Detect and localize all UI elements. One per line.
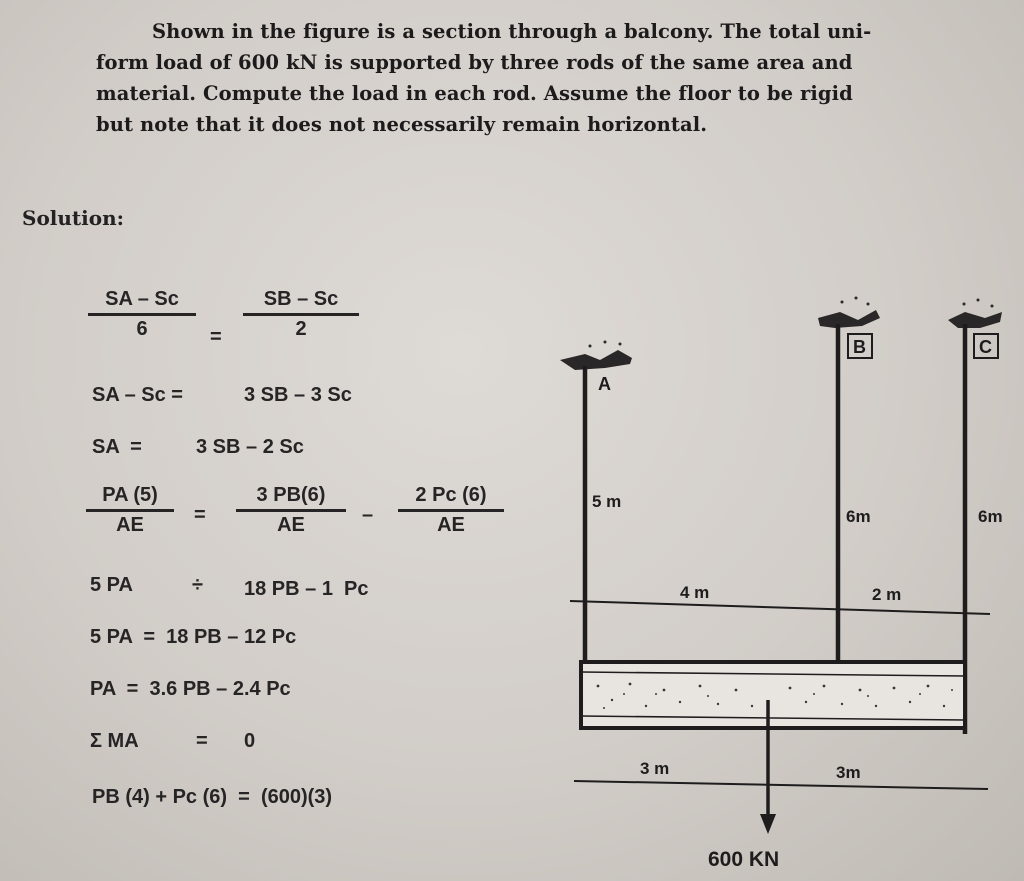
problem-line-4: but note that it does not necessarily remain horizontal. bbox=[96, 113, 708, 136]
eq3-rhs: 3 SB – 2 Sc bbox=[196, 436, 304, 458]
rod-c-length: 6m bbox=[978, 507, 1003, 526]
eq4-equals: = bbox=[194, 504, 206, 526]
rod-a-label: A bbox=[598, 374, 611, 394]
eq6: 5 PA = 18 PB – 12 Pc bbox=[90, 626, 297, 648]
eq4-f1-numerator: PA (5) bbox=[86, 484, 174, 512]
eq7: PA = 3.6 PB – 2.4 Pc bbox=[90, 678, 291, 700]
rod-b-label: B bbox=[853, 337, 866, 357]
eq1-left-denominator: 6 bbox=[136, 318, 148, 340]
eq4-f3-numerator: 2 Pc (6) bbox=[398, 484, 504, 512]
eq5-lhs: 5 PA bbox=[90, 574, 133, 596]
ceiling-support-a bbox=[560, 341, 632, 371]
rod-b-length: 6m bbox=[846, 507, 871, 526]
eq3-lhs: SA = bbox=[92, 436, 142, 458]
dimension-line-lower bbox=[574, 781, 988, 789]
eq5-rhs: 18 PB – 1 Pc bbox=[244, 578, 369, 600]
eq9: PB (4) + Pc (6) = (600)(3) bbox=[92, 786, 333, 808]
eq4-f1-denominator: AE bbox=[116, 514, 144, 536]
span-ab-label: 4 m bbox=[680, 583, 710, 602]
ceiling-support-c bbox=[948, 299, 1002, 329]
eq4-f2-denominator: AE bbox=[277, 514, 305, 536]
problem-line-1: Shown in the figure is a section through a balcony. The total uni- bbox=[152, 20, 872, 43]
left-segment-label: 3 m bbox=[640, 759, 670, 778]
load-label: 600 KN bbox=[708, 848, 780, 871]
span-bc-label: 2 m bbox=[872, 585, 902, 604]
eq1-equals: = bbox=[210, 326, 222, 348]
problem-line-2: form load of 600 kN is supported by three rods of the same area and bbox=[96, 51, 853, 74]
eq4-f2-numerator: 3 PB(6) bbox=[236, 484, 346, 512]
eq4-minus: – bbox=[362, 504, 374, 526]
eq8-rhs: 0 bbox=[244, 730, 256, 752]
floor-slab bbox=[581, 662, 965, 728]
load-arrow-head bbox=[760, 814, 776, 834]
eq8-operator: = bbox=[196, 730, 208, 752]
eq1-right-denominator: 2 bbox=[295, 318, 307, 340]
problem-line-3: material. Compute the load in each rod. Assume the floor to be rigid bbox=[96, 82, 853, 105]
eq2-lhs: SA – Sc = bbox=[92, 384, 183, 406]
rod-c-label: C bbox=[979, 337, 992, 357]
eq5-operator: ÷ bbox=[192, 574, 203, 596]
ceiling-support-b bbox=[818, 297, 880, 329]
eq4-f3-denominator: AE bbox=[437, 514, 465, 536]
right-segment-label: 3m bbox=[836, 763, 861, 782]
rod-a-length: 5 m bbox=[592, 492, 622, 511]
eq1-left-numerator: SA – Sc bbox=[88, 288, 196, 316]
solution-label: Solution: bbox=[22, 206, 125, 230]
dimension-line-upper bbox=[570, 601, 990, 614]
eq8-lhs: Σ MA bbox=[90, 730, 139, 752]
eq1-right-numerator: SB – Sc bbox=[243, 288, 359, 316]
eq2-rhs: 3 SB – 3 Sc bbox=[244, 384, 352, 406]
